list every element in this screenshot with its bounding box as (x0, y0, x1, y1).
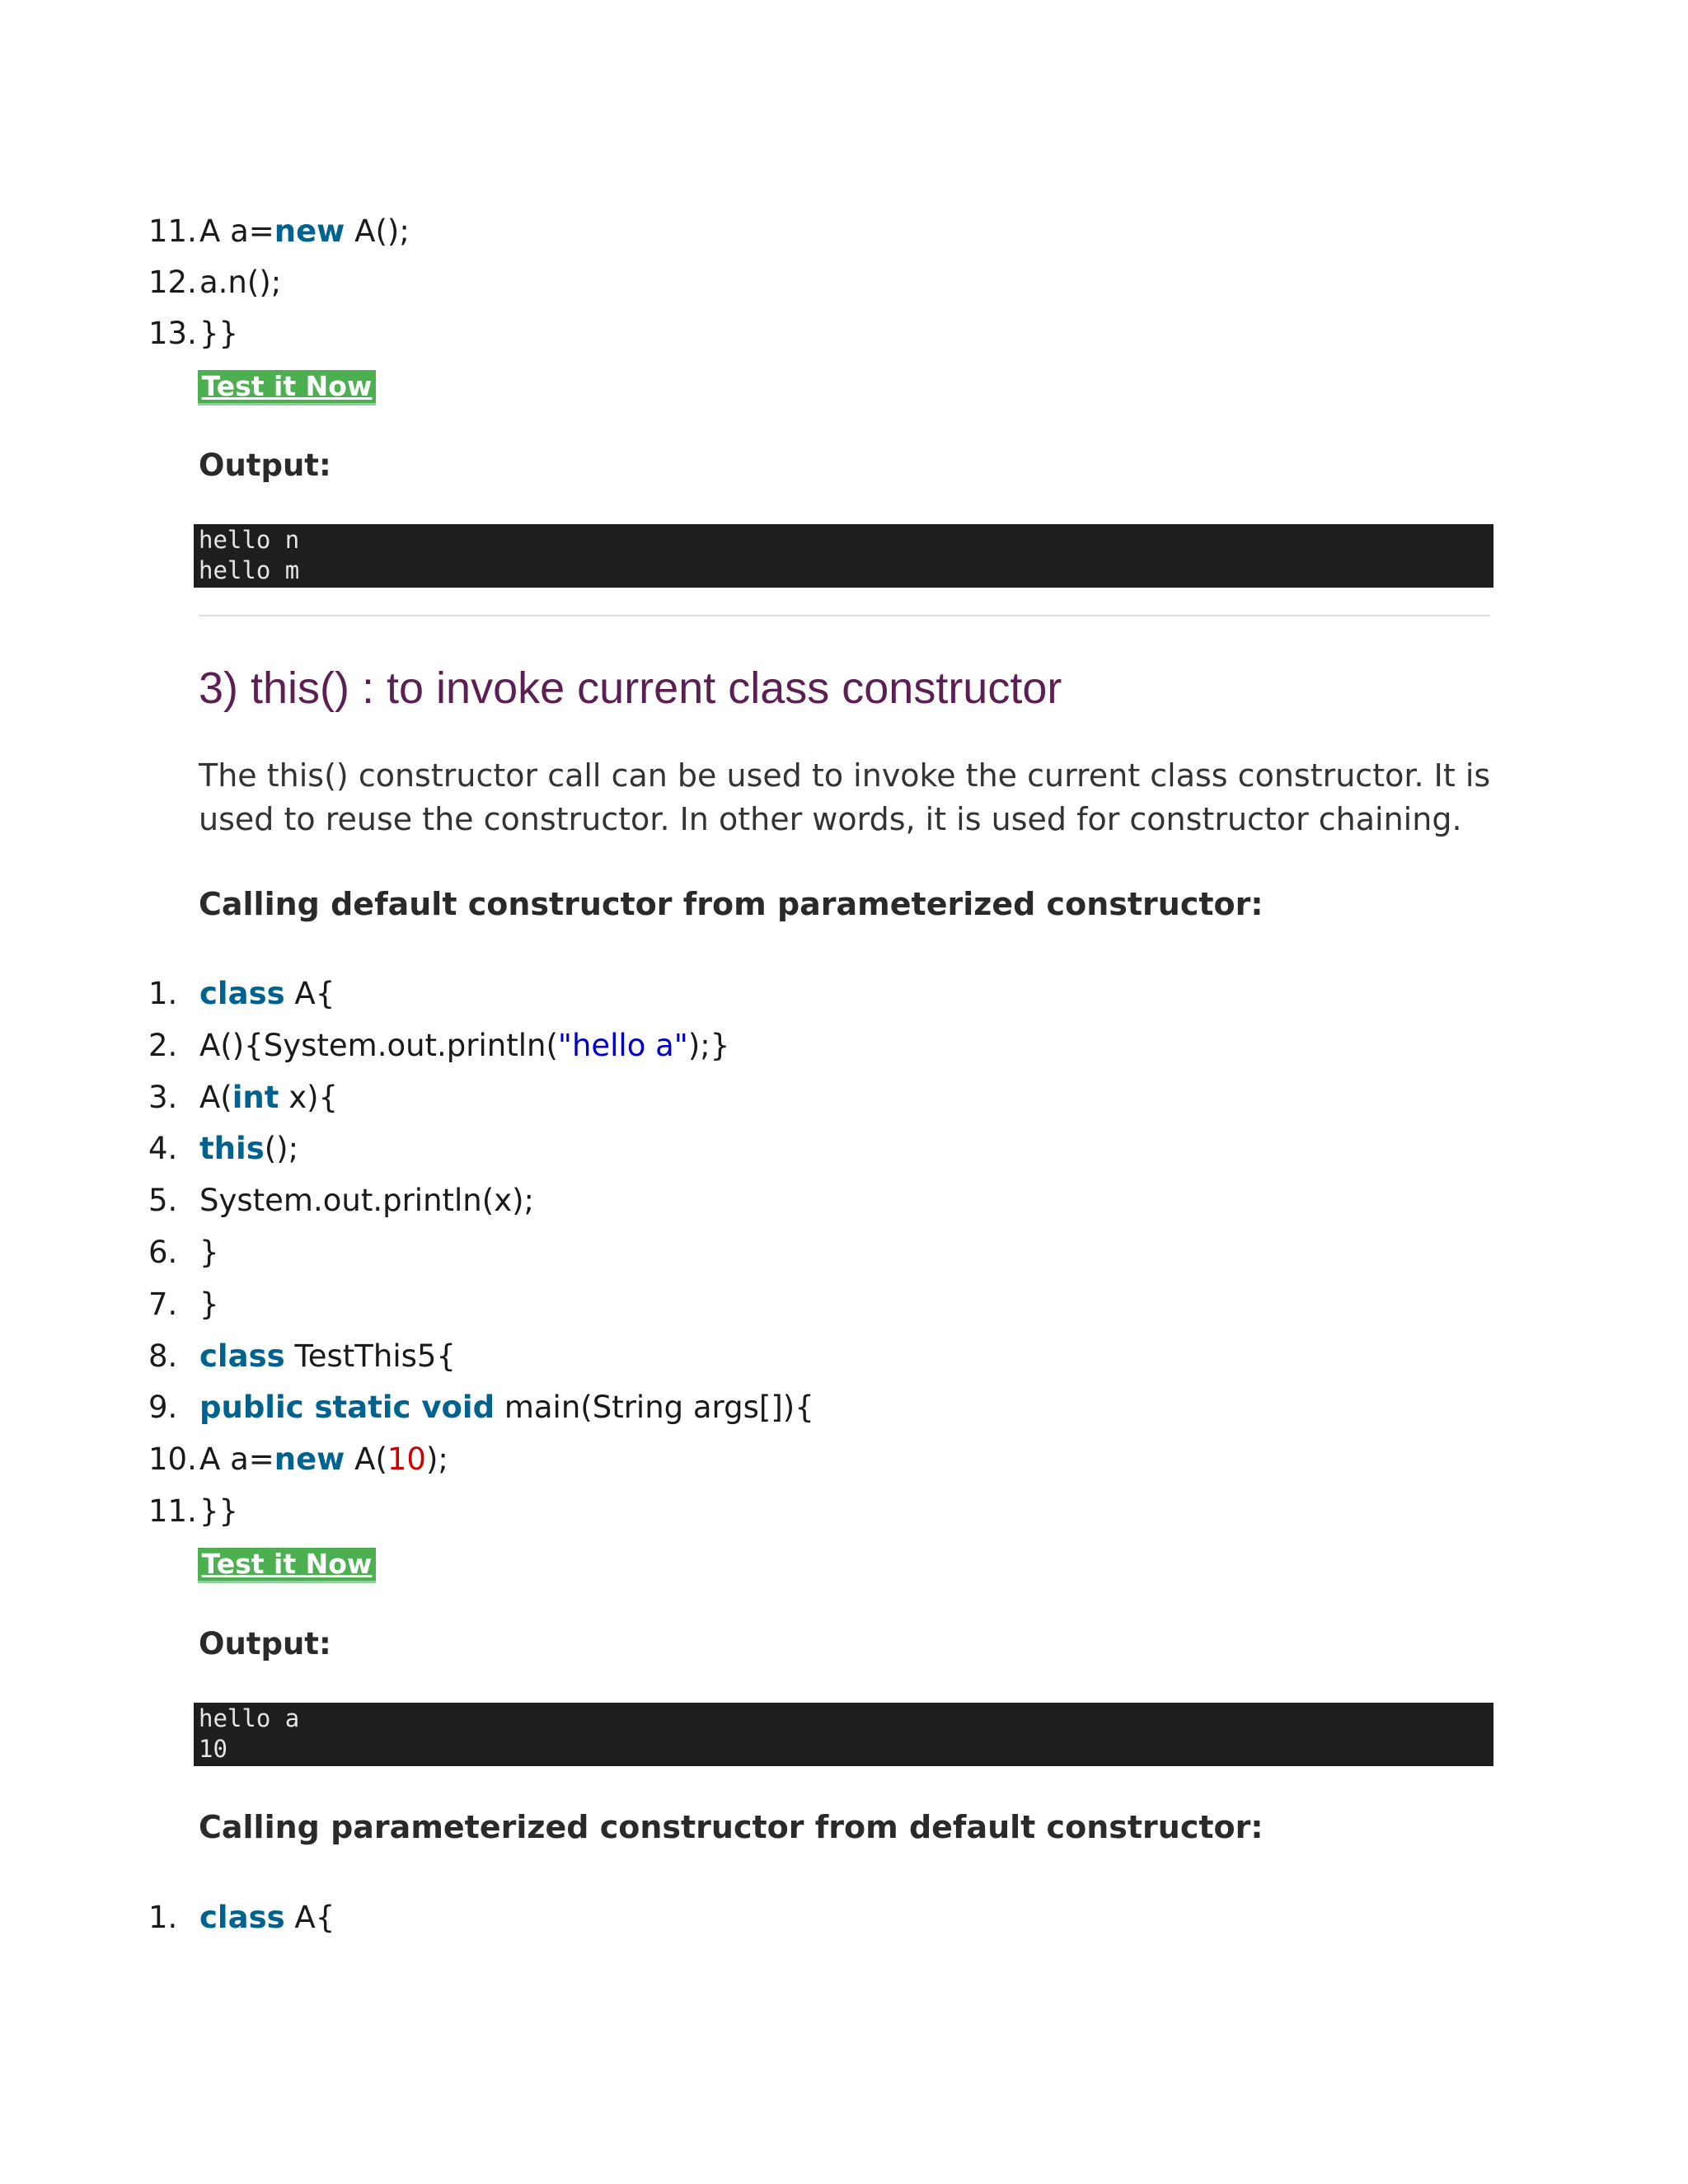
section-heading: 3) this() : to invoke current class constructor (199, 663, 1062, 713)
section-paragraph: The this() constructor call can be used to invoke the current class constructor. It is used to reuse the constructor. In other words, it is used for constructor chaining. (199, 757, 1491, 837)
code-line (148, 1176, 534, 1226)
code-keyword: class (199, 976, 285, 1011)
code-line (148, 1332, 456, 1381)
test-it-now-button[interactable]: Test it Now (198, 370, 376, 405)
code-text: A a= (199, 213, 274, 249)
code-text: }} (199, 316, 239, 351)
code-line (148, 1228, 219, 1277)
code-line (148, 969, 335, 1019)
subheading-parameterized-constructor: Calling parameterized constructor from default constructor: (199, 1809, 1264, 1845)
output-label: Output: (199, 448, 331, 483)
code-line (148, 1487, 238, 1536)
line-number: 9. (148, 1390, 178, 1426)
code-keyword: class (199, 1900, 285, 1935)
code-line (148, 258, 281, 307)
line-number: 8. (148, 1338, 178, 1374)
code-text: A( (199, 1079, 232, 1115)
subheading-default-constructor: Calling default constructor from parameterized constructor: (199, 886, 1264, 922)
test-it-now-button-2[interactable]: Test it Now (198, 1548, 376, 1583)
code-text: A a= (199, 1441, 274, 1478)
output-box: hello n hello m (194, 524, 1493, 588)
code-text: }} (199, 1493, 239, 1529)
code-number: 10 (387, 1441, 426, 1478)
code-text: A( (345, 1441, 387, 1478)
code-line (148, 1280, 219, 1329)
line-number: 13. (148, 316, 197, 351)
code-line (148, 1435, 448, 1484)
code-string: "hello a" (557, 1027, 688, 1063)
line-number: 2. (148, 1027, 178, 1063)
code-keyword: int (232, 1079, 279, 1115)
code-line (148, 1124, 298, 1174)
code-line (148, 1073, 338, 1122)
line-number: 10. (148, 1441, 197, 1478)
line-number: 6. (148, 1235, 178, 1270)
line-number: 5. (148, 1183, 178, 1219)
code-text: );} (687, 1027, 730, 1063)
code-line (148, 1383, 814, 1432)
line-number: 12. (148, 265, 197, 300)
code-text: x){ (279, 1079, 339, 1115)
code-text: TestThis5{ (284, 1338, 456, 1374)
divider (199, 615, 1490, 616)
code-line (148, 1893, 335, 1943)
code-text: } (199, 1235, 219, 1270)
line-number: 1. (148, 1900, 178, 1935)
line-number: 11. (148, 1493, 197, 1529)
code-keyword: class (199, 1338, 285, 1374)
code-line (148, 309, 238, 359)
code-keyword: new (274, 213, 345, 249)
line-number: 11. (148, 213, 197, 249)
line-number: 3. (148, 1079, 178, 1115)
code-keyword: public static void (199, 1390, 495, 1426)
code-keyword: new (274, 1441, 345, 1478)
code-text: A(){System.out.println( (199, 1027, 558, 1063)
code-text: A{ (284, 1900, 335, 1935)
code-text: } (199, 1286, 219, 1322)
code-text: A(); (345, 213, 410, 249)
code-text: main(String args[]){ (495, 1390, 814, 1426)
line-number: 4. (148, 1131, 178, 1167)
code-keyword: this (199, 1131, 265, 1167)
line-number: 7. (148, 1286, 178, 1322)
code-text: A{ (284, 976, 335, 1011)
output-box-2: hello a 10 (194, 1703, 1493, 1766)
code-text: System.out.println(x); (199, 1183, 534, 1219)
code-text: ); (425, 1441, 448, 1478)
code-line (148, 1021, 729, 1071)
line-number: 1. (148, 976, 178, 1011)
code-text: a.n(); (199, 265, 282, 300)
code-text: (); (264, 1131, 299, 1167)
output-label-2: Output: (199, 1626, 331, 1661)
code-line (148, 207, 410, 256)
